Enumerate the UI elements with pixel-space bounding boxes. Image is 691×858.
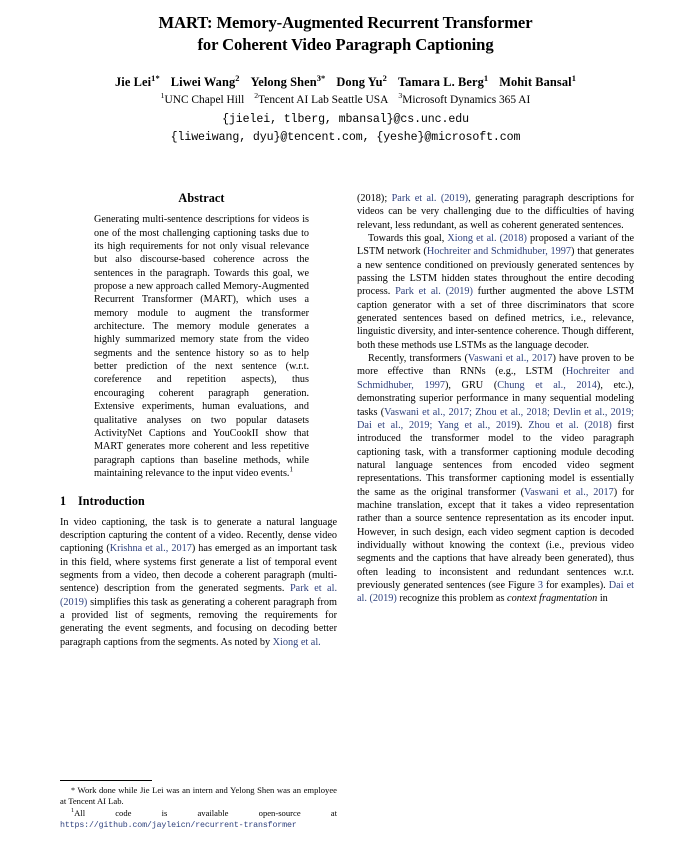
text-run: Towards this goal,	[368, 233, 448, 245]
citation-link[interactable]: Xiong et al.	[272, 636, 321, 648]
affiliation-mark: 1	[160, 91, 165, 101]
text-run: In video captioning, the task is to generate a natural language description capturing the content of a video. Recently, dense video captioning (	[60, 516, 337, 555]
author-name: Tamara L. Berg	[397, 75, 484, 89]
affiliation-mark: 2	[254, 91, 259, 101]
citation-link[interactable]: Xiong et al. (2018)	[447, 233, 527, 245]
citation-link[interactable]: Vaswani et al., 2017	[523, 486, 614, 498]
text-run: further augmented the above LSTM caption generator with a set of three discriminators that score generated sentences based on defined metrics, i.e., relevance, linguistic diversity, and inter-sentence coherence. Though different, both these methods use LSTMs as the language decoder.	[357, 286, 634, 351]
affiliation-name: UNC Chapel Hill	[164, 94, 245, 106]
author-name: Liwei Wang	[170, 75, 236, 89]
intro-paragraph-1	[60, 516, 337, 649]
authors-block	[48, 74, 643, 108]
abstract-section	[94, 192, 309, 480]
citation-link[interactable]: Vaswani et al., 2017	[467, 353, 553, 365]
footnote-rule	[60, 780, 152, 781]
text-run: Recently, transformers (	[368, 353, 468, 365]
affiliation	[254, 91, 389, 106]
citation-link[interactable]: Krishna et al., 2017	[109, 543, 192, 555]
text-run: ) that generates a new sentence conditioned on previously generated sentences by passing the LSTM hidden states throughout the entire decoding process.	[357, 246, 635, 298]
affiliation	[398, 91, 531, 106]
author-affil-mark: 1	[571, 72, 576, 83]
citation-link[interactable]: Hochreiter and Schmidhuber, 1997	[426, 246, 572, 258]
citation-link[interactable]: Park et al. (2019)	[60, 583, 338, 608]
author-affil-mark: 2	[382, 72, 387, 83]
left-column	[60, 192, 337, 649]
text-run: simplifies this task as generating a coherent paragraph from a provided list of segments, removing the requirements for generating the event segments, and focusing on decoding better paragraph captions from the segments. As noted by	[60, 596, 337, 648]
footnote-1	[60, 808, 337, 831]
citation-link[interactable]: Park et al. (2019)	[395, 286, 473, 298]
affiliation-name: Microsoft Dynamics 365 AI	[402, 94, 531, 106]
email-line-tencent-microsoft: {liweiwang, dyu}@tencent.com, {yeshe}@microsoft.com	[170, 130, 521, 144]
author-name: Jie Lei	[115, 75, 152, 89]
footnote-text: All code is available open-source at	[74, 807, 337, 818]
text-run: ) have proven to be more effective than RNNs (e.g., LSTM (	[357, 353, 634, 378]
section-number: 1	[60, 494, 67, 509]
affiliation-list	[48, 92, 643, 108]
email-block	[48, 111, 643, 146]
code-repository-link[interactable]: https://github.com/jayleicn/recurrent-transformer	[60, 820, 297, 830]
affiliation-mark: 3	[398, 91, 403, 101]
citation-link[interactable]: Vaswani et al., 2017; Zhou et al., 2018; Devlin et al., 2019; Dai et al., 2019; Yang et al., 2019	[357, 406, 634, 431]
citation-link[interactable]: Dai et al. (2019)	[357, 579, 634, 605]
author-star-mark: *	[321, 72, 326, 83]
abstract-heading: Abstract	[178, 191, 225, 205]
text-run: , generating paragraph descriptions for videos can be very challenging due to the difficulties of having relevant, less redundant, as well as coherent generated sentences.	[357, 193, 634, 231]
citation-link[interactable]: Chung et al., 2014	[497, 379, 597, 391]
right-paragraph-2	[357, 232, 634, 352]
author	[250, 72, 326, 89]
author	[170, 72, 240, 89]
text-run: recognize this problem as	[396, 593, 508, 605]
footnote-text: Work done while Jie Lei was an intern and Yelong Shen was an employee at Tencent AI Lab.	[60, 785, 337, 807]
section-heading-introduction	[60, 495, 337, 508]
text-run: ), GRU (	[444, 379, 498, 391]
text-run: first introduced the transformer model to the video paragraph captioning task, with a transformer captioning module decoding natural language sentences from encoded video segment representations. This transformer captioning model is essentially the same as the original transformer (	[357, 419, 634, 498]
title-line-2: for Coherent Video Paragraph Captioning	[197, 35, 494, 54]
footnote-star	[60, 785, 337, 807]
text-run: (2018);	[357, 193, 392, 204]
footnote-marker-1: 1	[71, 806, 75, 814]
affiliation	[160, 91, 245, 106]
section-title: Introduction	[78, 494, 145, 509]
paper-title-block	[58, 12, 633, 56]
footnotes-section	[60, 780, 337, 831]
abstract-body	[94, 213, 309, 480]
author-name: Yelong Shen	[250, 75, 317, 89]
right-column	[357, 192, 634, 606]
author-affil-mark: 3	[316, 72, 322, 83]
author-affil-mark: 2	[235, 72, 240, 83]
author-star-mark: *	[155, 72, 160, 83]
text-run: for examples).	[542, 579, 609, 591]
author-name: Mohit Bansal	[499, 75, 572, 89]
citation-link[interactable]: Park et al. (2019)	[391, 193, 469, 204]
emphasized-term: context fragmentation	[507, 593, 598, 605]
text-run: in	[597, 593, 608, 605]
right-paragraph-1	[357, 192, 634, 232]
abstract-text: Generating multi-sentence descriptions for videos is one of the most challenging captioning tasks due to its high requirements for not only visual relevance but also discourse-based coherence across the sentences in the paragraph. Towards this goal, we propose a new approach called Memory-Augmented Recurrent Transformer (MART), which uses a memory module to augment the transformer architecture. The memory module generates a highly summarized memory state from the video segments and the sentence history so as to help better prediction of the next sentence (w.r.t. coreference and repetition aspects), thus encouraging coherent paragraph generation. Extensive experiments, human evaluations, and qualitative analyses on two popular datasets ActivityNet Captions and YouCookII show that MART generates more coherent and less repetitive paragraph captions than baseline methods, while maintaining relevance to the input video events.	[94, 214, 309, 479]
author-affil-mark: 1	[483, 72, 489, 83]
citation-link[interactable]: Hochreiter and Schmidhuber, 1997	[357, 366, 634, 391]
citation-link[interactable]: Zhou et al. (2018)	[528, 419, 612, 431]
author	[397, 72, 489, 89]
text-run: proposed a variant of the LSTM network (	[357, 233, 634, 258]
email-line-unc: {jielei, tlberg, mbansal}@cs.unc.edu	[222, 113, 469, 126]
affiliation-name: Tencent AI Lab Seattle USA	[258, 94, 389, 106]
author-affil-mark: 1	[151, 72, 156, 83]
right-paragraph-3	[357, 352, 634, 606]
author-list	[48, 74, 643, 91]
footnote-marker-star: *	[71, 786, 76, 795]
figure-reference-link[interactable]: 3	[537, 579, 543, 591]
text-run: ) has emerged as an important task in this field, where systems first generate a list of temporal event segments from a video, then decode a coherent paragraph (multi-sentence) description from the generated segments.	[60, 543, 337, 595]
text-run: ).	[516, 419, 529, 431]
abstract-footnote-mark: 1	[289, 466, 293, 474]
author	[336, 72, 387, 89]
text-run: ) for machine translation, except that it takes a video representation rather than a source sentence representation as its encoder input. However, in such design, each video segment caption is decoded individually without knowing the context (i.e., previous video segments and the captions that have already been generated), thus often leading to inconsistent and redundant sentences w.r.t. previously generated sentences (see Figure	[357, 486, 634, 591]
author	[499, 72, 576, 89]
author-name: Dong Yu	[336, 75, 383, 89]
author	[115, 72, 160, 89]
title-line-1: MART: Memory-Augmented Recurrent Transformer	[158, 13, 533, 32]
page-title	[58, 12, 633, 56]
text-run: ), etc.), demonstrating superior performance in many sequential modeling tasks (	[357, 379, 634, 418]
